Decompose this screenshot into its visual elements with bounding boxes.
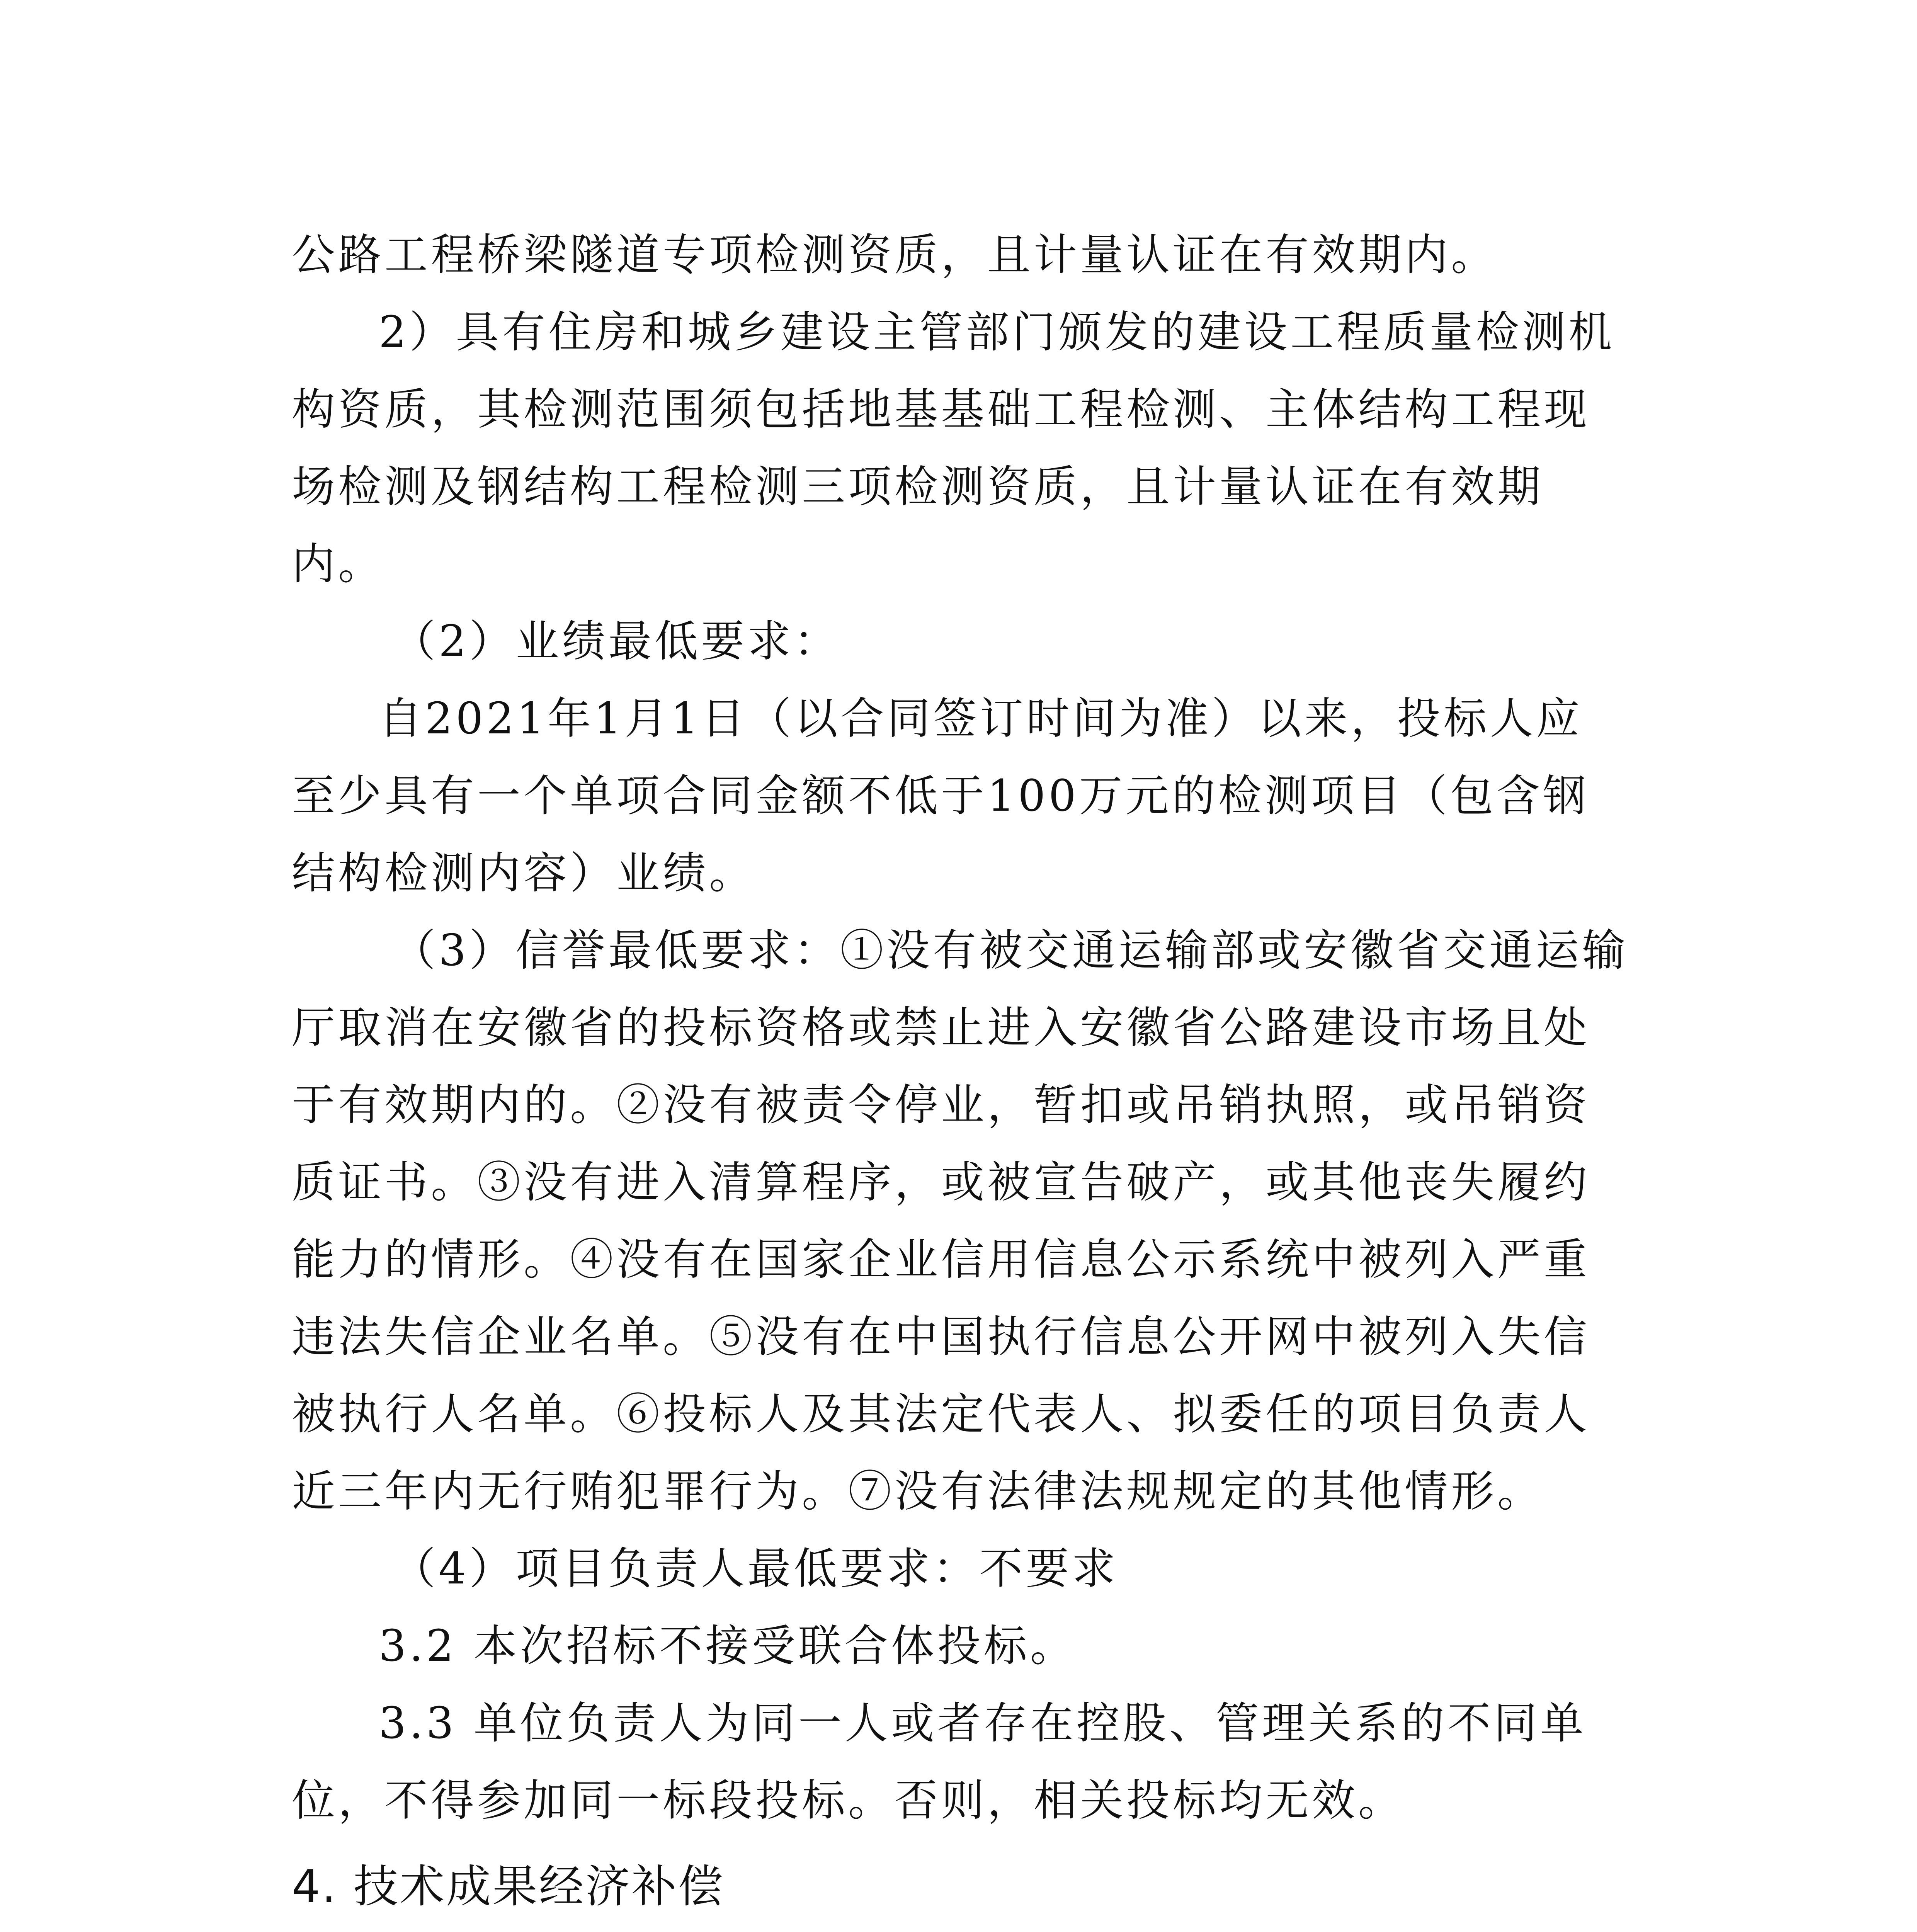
paragraph-performance-requirement: 自2021年1月1日（以合同签订时间为准）以来，投标人应至少具有一个单项合同金额不低于100万元的检测项目（包含钢结构检测内容）业绩。	[292, 694, 1589, 898]
section-4-heading: 4. 技术成果经济补偿	[292, 1861, 725, 1913]
paragraph-3-2: 3.2 本次招标不接受联合体投标。	[379, 1621, 1077, 1671]
paragraph-performance-heading: （2）业绩最低要求：	[392, 616, 840, 667]
paragraph-project-leader-requirement: （4）项目负责人最低要求：不要求	[392, 1544, 1119, 1594]
paragraph-reputation-requirement: （3）信誉最低要求：①没有被交通运输部或安徽省交通运输厅取消在安徽省的投标资格或禁止进入安徽省公路建设市场且处于有效期内的。②没有被责令停业，暂扣或吊销执照，或吊销资质证书。③没有进入清算程序，或被宣告破产，或其他丧失履约能力的情形。④没有在国家企业信用信息公示系统中被列入严重违法失信企业名单。⑤没有在中国执行信息公开网中被列入失信被执行人名单。⑥投标人及其法定代表人、拟委任的项目负责人近三年内无行贿犯罪行为。⑦没有法律法规规定的其他情形。	[292, 925, 1629, 1517]
paragraph-3-3: 3.3 单位负责人为同一人或者存在控股、管理关系的不同单位，不得参加同一标段投标。否则，相关投标均无效。	[292, 1698, 1587, 1826]
document-body	[292, 216, 1629, 1932]
paragraph-qualification-continued: 公路工程桥梁隧道专项检测资质，且计量认证在有效期内。	[292, 230, 1497, 280]
paragraph-qualification-2: 2）具有住房和城乡建设主管部门颁发的建设工程质量检测机构资质，其检测范围须包括地基基础工程检测、主体结构工程现场检测及钢结构工程检测三项检测资质，且计量认证在有效期内。	[292, 307, 1615, 589]
